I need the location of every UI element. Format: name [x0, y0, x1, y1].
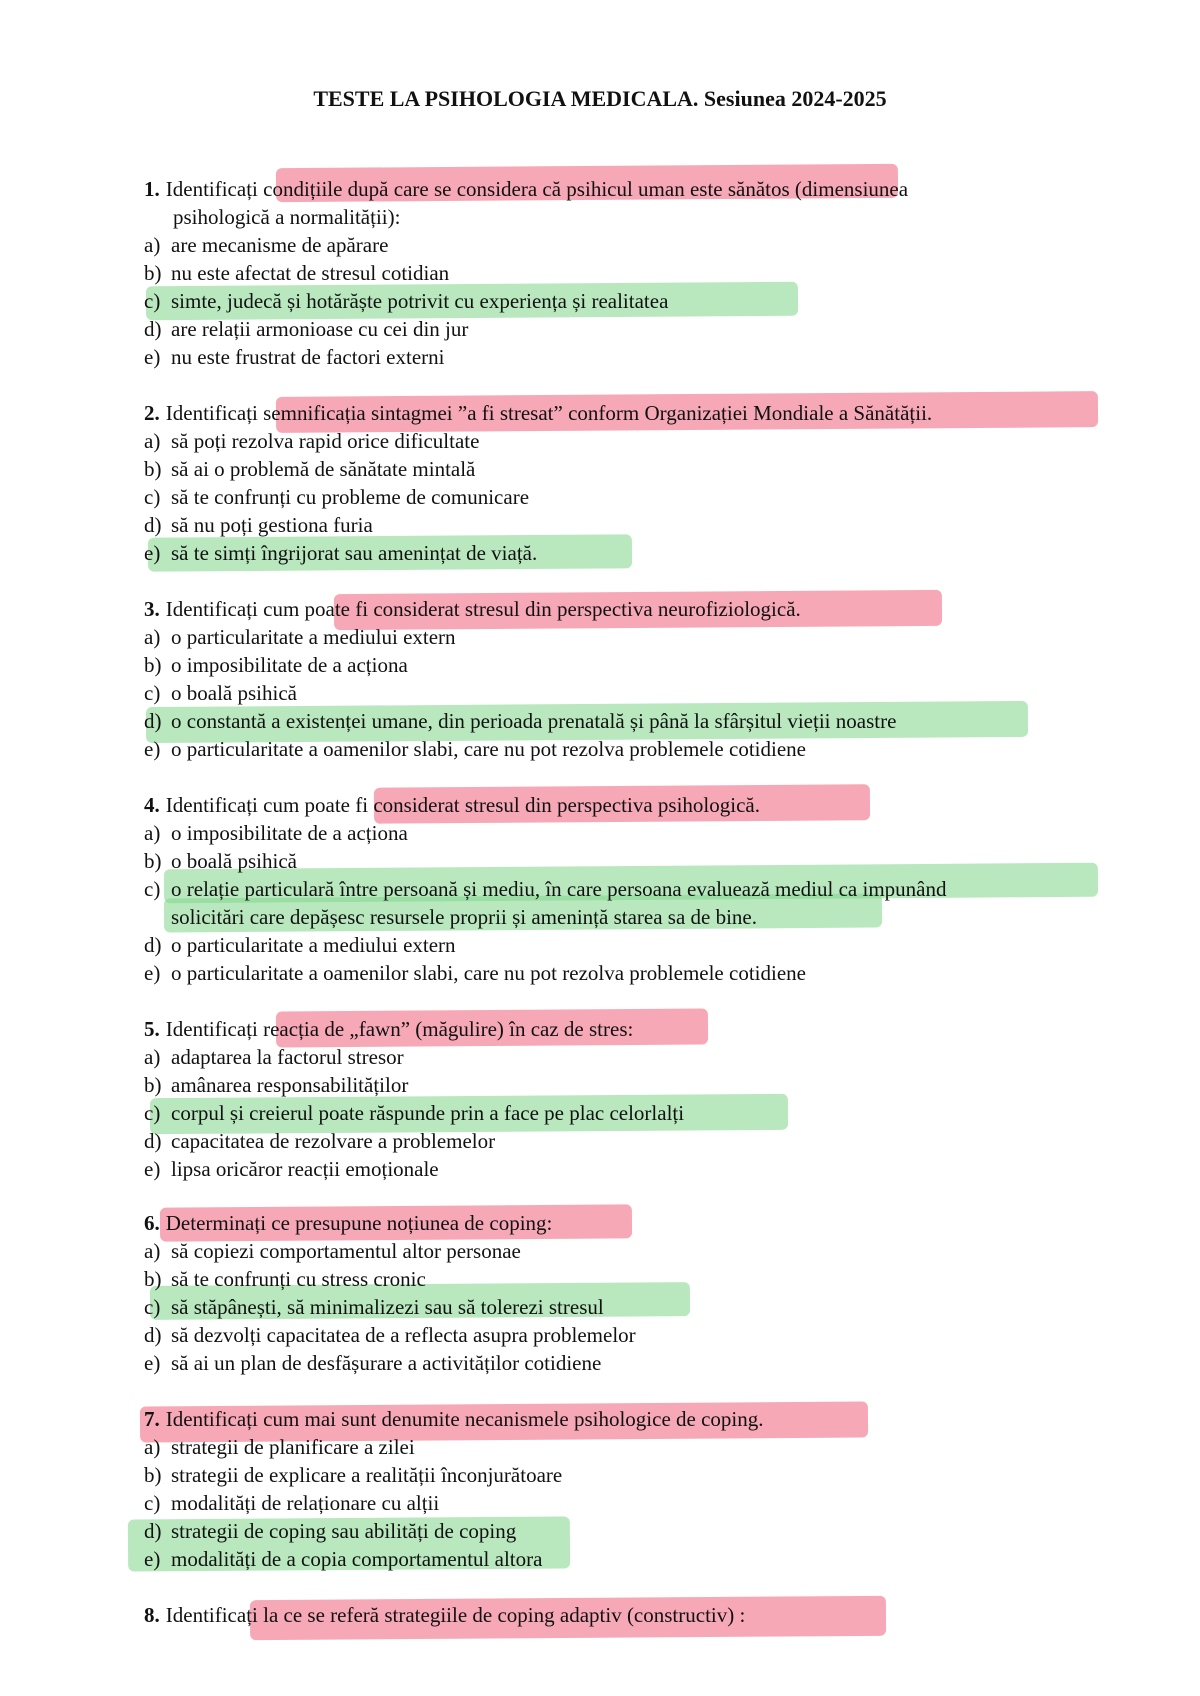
- question-text: Identificați reacția de „fawn” (măgulire) în caz de stres:: [165, 1017, 634, 1041]
- option-5e: e) lipsa oricăror reacții emoționale: [144, 1157, 439, 1181]
- question-number: 8.: [144, 1603, 160, 1627]
- option-4c: c) o relație particulară între persoană și mediu, în care persoana evaluează mediul ca impunând: [144, 877, 947, 901]
- option-2d: d) să nu poți gestiona furia: [144, 513, 373, 537]
- option-1b: b) nu este afectat de stresul cotidian: [144, 261, 450, 285]
- option-3e: e) o particularitate a oamenilor slabi, care nu pot rezolva problemele cotidiene: [144, 737, 806, 761]
- question-7: [144, 1405, 764, 1433]
- option-6d: d) să dezvolți capacitatea de a reflecta asupra problemelor: [144, 1323, 636, 1347]
- page-title: TESTE LA PSIHOLOGIA MEDICALA. Sesiunea 2024-2025: [313, 86, 887, 111]
- question-3: [144, 595, 801, 623]
- option-4e: e) o particularitate a oamenilor slabi, care nu pot rezolva problemele cotidiene: [144, 961, 806, 985]
- option-1c: c) simte, judecă și hotărăște potrivit cu experiența și realitatea: [144, 289, 669, 313]
- option-5b: b) amânarea responsabilităților: [144, 1073, 409, 1097]
- option-4c-cont: solicitări care depășesc resursele proprii și amenință starea sa de bine.: [171, 905, 758, 929]
- option-3a: a) o particularitate a mediului extern: [144, 625, 456, 649]
- option-7e: e) modalități de a copia comportamentul altora: [144, 1547, 543, 1571]
- option-3c: c) o boală psihică: [144, 681, 297, 705]
- option-5a: a) adaptarea la factorul stresor: [144, 1045, 404, 1069]
- option-3b: b) o imposibilitate de a acționa: [144, 653, 408, 677]
- option-4a: a) o imposibilitate de a acționa: [144, 821, 408, 845]
- question-5: [144, 1015, 633, 1043]
- option-4b: b) o boală psihică: [144, 849, 297, 873]
- option-6b: b) să te confrunți cu stress cronic: [144, 1267, 426, 1291]
- option-7d: d) strategii de coping sau abilități de coping: [144, 1519, 517, 1543]
- question-number: 5.: [144, 1017, 160, 1041]
- question-number: 2.: [144, 401, 160, 425]
- question-number: 7.: [144, 1407, 160, 1431]
- option-3d: d) o constantă a existenței umane, din perioada prenatală și până la sfârșitul vieții noastre: [144, 709, 897, 733]
- option-6c: c) să stăpânești, să minimalizezi sau să tolerezi stresul: [144, 1295, 604, 1319]
- question-text: Identificați cum poate fi considerat stresul din perspectiva neurofiziologică.: [165, 597, 801, 621]
- question-1-cont: psihologică a normalității):: [173, 205, 401, 229]
- question-number: 1.: [144, 177, 160, 201]
- question-number: 4.: [144, 793, 160, 817]
- question-6: [144, 1209, 552, 1237]
- option-6e: e) să ai un plan de desfășurare a activităților cotidiene: [144, 1351, 602, 1375]
- question-number: 3.: [144, 597, 160, 621]
- option-2e: e) să te simți îngrijorat sau amenințat de viață.: [144, 541, 538, 565]
- option-6a: a) să copiezi comportamentul altor personae: [144, 1239, 521, 1263]
- question-2: [144, 399, 932, 427]
- question-text: Determinați ce presupune noțiunea de coping:: [165, 1211, 553, 1235]
- option-1a: a) are mecanisme de apărare: [144, 233, 389, 257]
- question-text: Identificați semnificația sintagmei ”a fi stresat” conform Organizației Mondiale a Sănătății.: [165, 401, 933, 425]
- option-2a: a) să poți rezolva rapid orice dificultate: [144, 429, 480, 453]
- question-8: [144, 1601, 745, 1629]
- question-text: Identificați cum poate fi considerat stresul din perspectiva psihologică.: [165, 793, 760, 817]
- question-number: 6.: [144, 1211, 160, 1235]
- option-5d: d) capacitatea de rezolvare a problemelor: [144, 1129, 496, 1153]
- question-text: Identificați cum mai sunt denumite necanismele psihologice de coping.: [165, 1407, 764, 1431]
- option-7c: c) modalități de relaționare cu alții: [144, 1491, 440, 1515]
- option-1d: d) are relații armonioase cu cei din jur: [144, 317, 469, 341]
- question-text: Identificați condițiile după care se considera că psihicul uman este sănătos (dimensiunea: [165, 177, 909, 201]
- option-5c: c) corpul și creierul poate răspunde prin a face pe plac celorlalți: [144, 1101, 685, 1125]
- question-4: [144, 791, 760, 819]
- question-1: [144, 175, 908, 203]
- option-4d: d) o particularitate a mediului extern: [144, 933, 456, 957]
- option-2b: b) să ai o problemă de sănătate mintală: [144, 457, 476, 481]
- option-7b: b) strategii de explicare a realității înconjurătoare: [144, 1463, 563, 1487]
- option-1e: e) nu este frustrat de factori externi: [144, 345, 445, 369]
- question-text: Identificați la ce se referă strategiile de coping adaptiv (constructiv) :: [165, 1603, 746, 1627]
- option-7a: a) strategii de planificare a zilei: [144, 1435, 415, 1459]
- option-2c: c) să te confrunți cu probleme de comunicare: [144, 485, 530, 509]
